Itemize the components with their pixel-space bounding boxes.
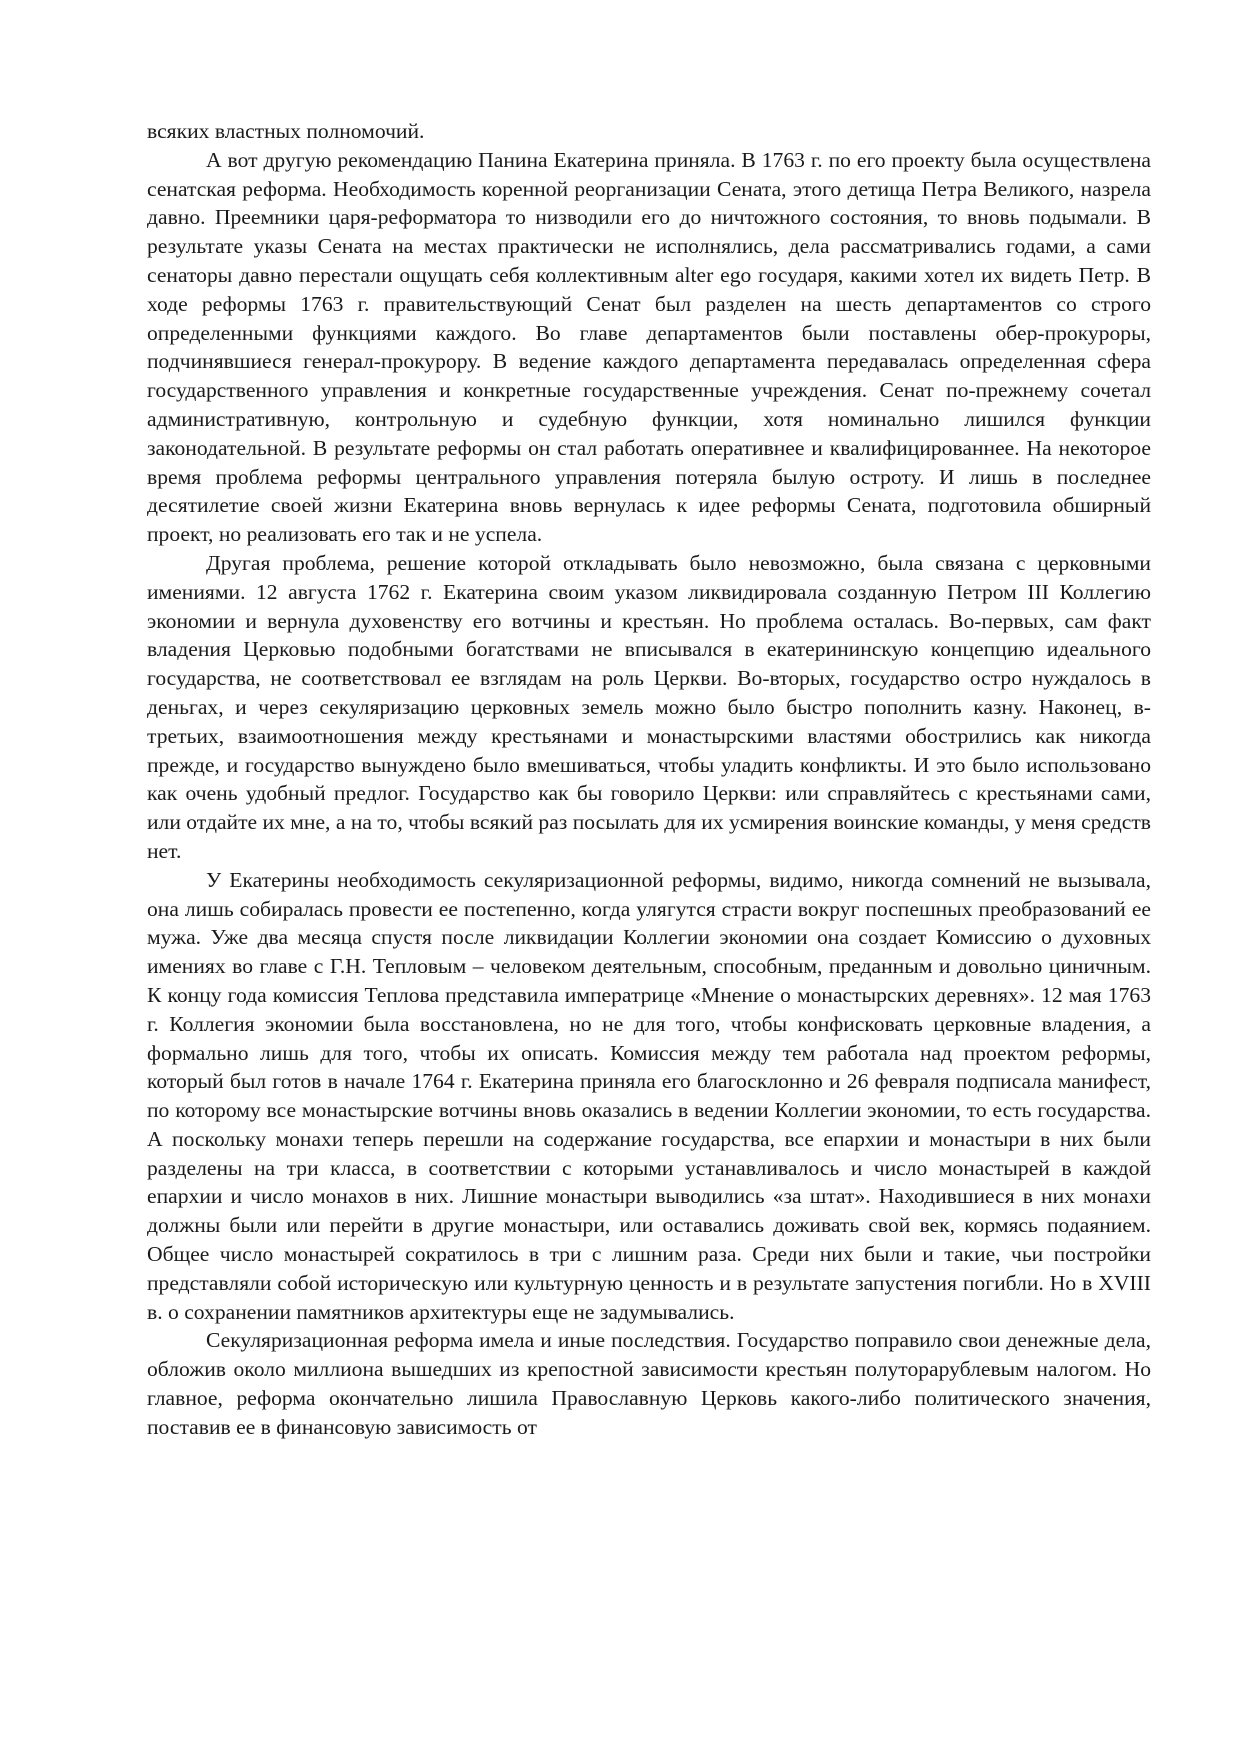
paragraph-senate-reform: А вот другую рекомендацию Панина Екатерина приняла. В 1763 г. по его проекту была осуществлена сенатская реформа. Необходимость коренной реорганизации Сената, этого детища Петра Великого, назрела давно. Преемники царя-реформатора то низводили его до ничтожного состояния, то вновь подымали. В результате указы Сената на местах практически не исполнялись, дела рассматривались годами, а сами сенаторы давно перестали ощущать себя коллективным alter ego государя, какими хотел их видеть Петр. В ходе реформы 1763 г. правительствующий Сенат был разделен на шесть департаментов со строго определенными функциями каждого. Во главе департаментов были поставлены обер-прокуроры, подчинявшиеся генерал-прокурору. В ведение каждого департамента передавалась определенная сфера государственного управления и конкретные государственные учреждения. Сенат по-прежнему сочетал административную, контрольную и судебную функции, хотя номинально лишился функции законодательной. В результате реформы он стал работать оперативнее и квалифицированнее. На некоторое время проблема реформы центрального управления потеряла былую остроту. И лишь в последнее десятилетие своей жизни Екатерина вновь вернулась к идее реформы Сената, подготовила обширный проект, но реализовать его так и не успела. [147,147,1151,547]
paragraph-secularization: У Екатерины необходимость секуляризационной реформы, видимо, никогда сомнений не вызывала, она лишь собиралась провести ее постепенно, когда улягутся страсти вокруг поспешных преобразований ее мужа. Уже два месяца спустя после ликвидации Коллегии экономии она создает Комиссию о духовных имениях во главе с Г.Н. Тепловым – человеком деятельным, способным, преданным и довольно циничным. К концу года комиссия Теплова представила императрице «Мнение о монастырских деревнях». 12 мая 1763 г. Коллегия экономии была восстановлена, но не для того, чтобы конфисковать церковные владения, а формально лишь для того, чтобы их описать. Комиссия между тем работала над проектом реформы, который был готов в начале 1764 г. Екатерина приняла его благосклонно и 26 февраля подписала манифест, по которому все монастырские вотчины вновь оказались в ведении Коллегии экономии, то есть государства. А поскольку монахи теперь перешли на содержание государства, все епархии и монастыри в них были разделены на три класса, в соответствии с которыми устанавливалось и число монастырей в каждой епархии и число монахов в них. Лишние монастыри выводились «за штат». Находившиеся в них монахи должны были или перейти в другие монастыри, или оставались доживать свой век, кормясь подаянием. Общее число монастырей сократилось в три с лишним раза. Среди них были и такие, чьи постройки представляли собой историческую или культурную ценность и в результате запустения погибли. Но в XVIII в. о сохранении памятников архитектуры еще не задумывались. [147,867,1151,1324]
paragraph-consequences: Секуляризационная реформа имела и иные последствия. Государство поправило свои денежные дела, обложив около миллиона вышедших из крепостной зависимости крестьян полуторарублевым налогом. Но главное, реформа окончательно лишила Православную Церковь какого-либо политического значения, поставив ее в финансовую зависимость от [147,1328,1151,1439]
paragraph-continuation: всяких властных полномочий. [147,119,425,143]
document-body [147,117,1151,1442]
paragraph-church-estates: Другая проблема, решение которой откладывать было невозможно, была связана с церковными имениями. 12 августа 1762 г. Екатерина своим указом ликвидировала созданную Петром III Коллегию экономии и вернула духовенству его вотчины и крестьян. Но проблема осталась. Во-первых, сам факт владения Церковью подобными богатствами не вписывался в екатерининскую концепцию идеального государства, не соответствовал ее взглядам на роль Церкви. Во-вторых, государство остро нуждалось в деньгах, и через секуляризацию церковных земель можно было быстро пополнить казну. Наконец, в-третьих, взаимоотношения между крестьянами и монастырскими властями обострились как никогда прежде, и государство вынуждено было вмешиваться, чтобы уладить конфликты. И это было использовано как очень удобный предлог. Государство как бы говорило Церкви: или справляйтесь с крестьянами сами, или отдайте их мне, а на то, чтобы всякий раз посылать для их усмирения воинские команды, у меня средств нет. [147,550,1151,863]
